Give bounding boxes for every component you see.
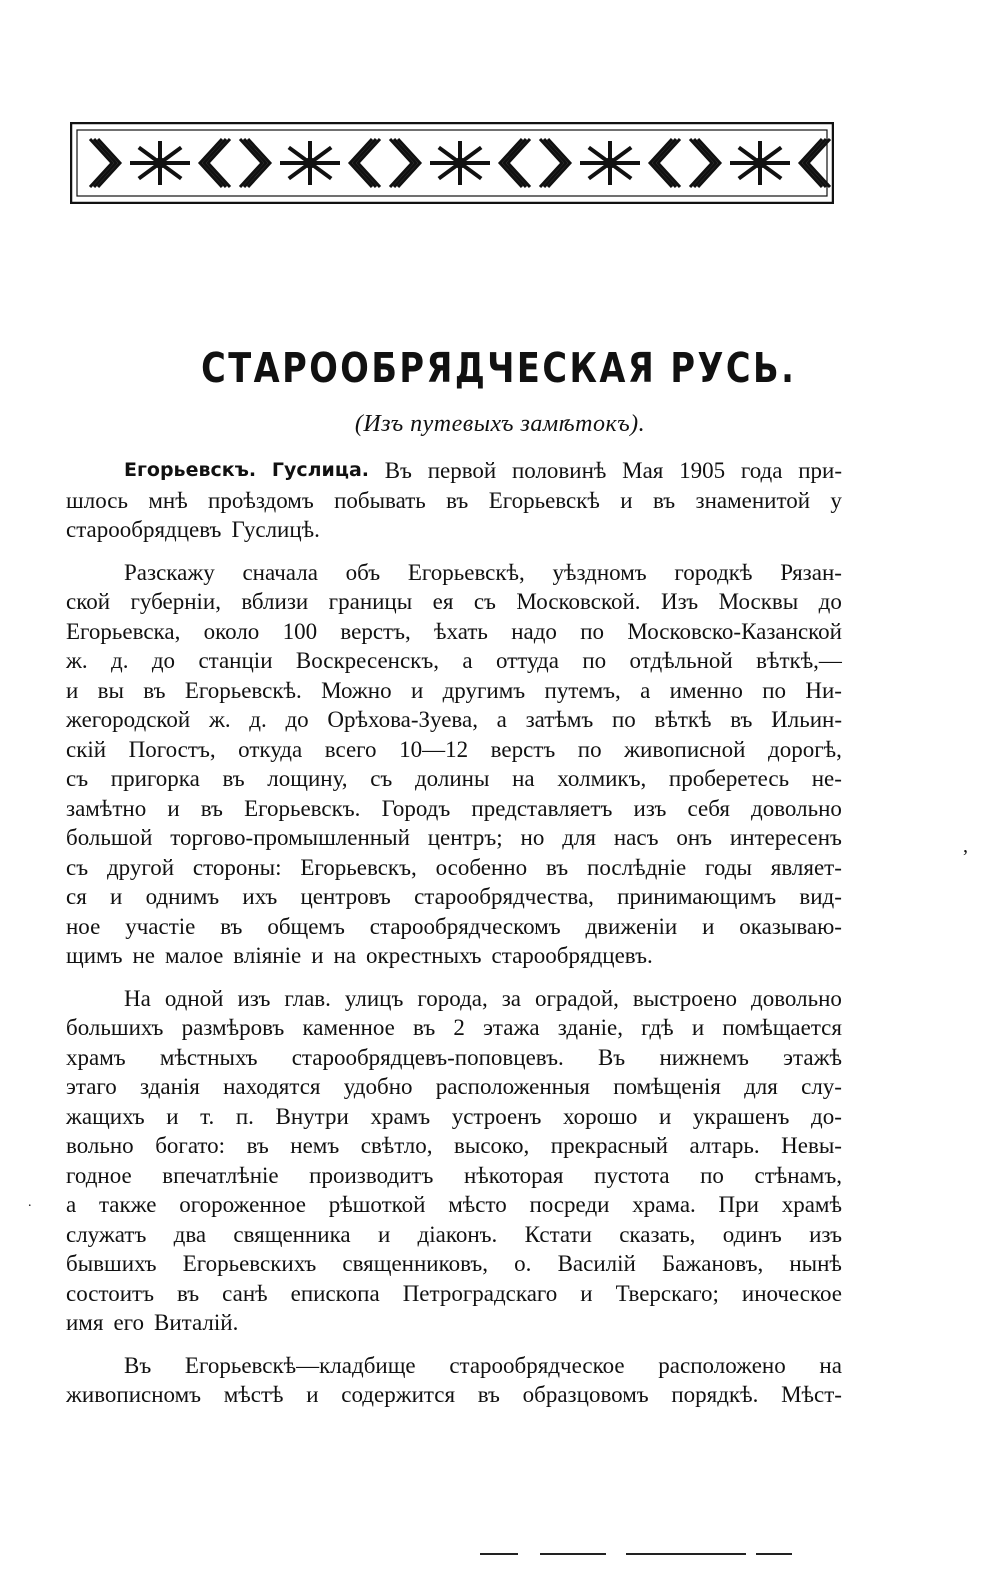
text-line: вольно богато: въ немъ свѣтло, высоко, прекрасный алтарь. Невы-	[66, 1133, 842, 1158]
page-title: СТАРООБРЯДЧЕСКАЯ РУСЬ.	[201, 344, 797, 392]
text-line: щимъ не малое вліяніе и на окрестныхъ старообрядцевъ.	[66, 943, 653, 968]
text-line: жегородской ж. д. до Орѣхова-Зуева, а затѣмъ по вѣткѣ въ Ильин-	[66, 707, 842, 732]
footer-rule-4	[756, 1553, 792, 1555]
text-line: шлось мнѣ проѣздомъ побывать въ Егорьевскѣ и въ знаменитой у	[66, 487, 842, 513]
text-line: этаго зданія находятся удобно расположенныя помѣщенія для слу-	[66, 1074, 842, 1099]
text-line: и вы въ Егорьевскѣ. Можно и другимъ путемъ, а именно по Ни-	[66, 677, 842, 703]
text-line: жащихъ и т. п. Внутри храмъ устроенъ хорошо и украшенъ до-	[66, 1103, 842, 1129]
text-line: имя его Виталій.	[66, 1310, 239, 1335]
text-line: ж. д. до станціи Воскресенскъ, а оттуда по отдѣльной вѣткѣ,—	[66, 648, 842, 673]
margin-mark: ,	[963, 835, 968, 857]
text-line: большой торгово-промышленный центръ; но для насъ онъ интересенъ	[66, 825, 842, 850]
footer-rule-1	[480, 1553, 518, 1555]
text-line: замѣтно и въ Егорьевскъ. Городъ представляетъ изъ себя довольно	[66, 795, 842, 821]
footer-rule-3	[626, 1553, 746, 1555]
paragraph	[66, 1351, 842, 1410]
text-line: храмъ мѣстныхъ старообрядцевъ-поповцевъ. Въ нижнемъ этажѣ	[66, 1044, 842, 1070]
text-line: старообрядцевъ Гуслицѣ.	[66, 517, 320, 542]
footer-rule-2	[540, 1553, 606, 1555]
text-line: живописномъ мѣстѣ и содержится въ образцовомъ порядкѣ. Мѣст-	[66, 1382, 842, 1407]
text-line: Въ Егорьевскѣ—кладбище старообрядческое расположено на	[124, 1352, 842, 1378]
text-line: а также огороженное рѣшоткой мѣсто посреди храма. При храмѣ	[66, 1192, 842, 1217]
margin-dot: .	[28, 1195, 32, 1210]
text-line: На одной изъ глав. улицъ города, за оградой, выстроено довольно	[124, 985, 842, 1011]
text-line: служатъ два священника и діаконъ. Кстати сказать, одинъ изъ	[66, 1221, 842, 1247]
text-line: годное впечатлѣніе производитъ нѣкоторая пустота по стѣнамъ,	[66, 1162, 842, 1188]
decorative-ornament-icon	[70, 122, 834, 204]
paragraph	[66, 558, 842, 971]
paragraph	[66, 984, 842, 1338]
text-line: ное участіе въ общемъ старообрядческомъ движеніи и оказываю-	[66, 913, 842, 939]
article-body	[66, 456, 842, 1423]
paragraph	[66, 456, 842, 545]
ornament-band	[70, 122, 834, 204]
text-line: ской губерніи, вблизи границы ея съ Московской. Изъ Москвы до	[66, 589, 842, 614]
text-line: Егорьевскъ. Гуслица. Въ первой половинѣ Мая 1905 года при-	[124, 458, 842, 483]
text-line: Разскажу сначала объ Егорьевскѣ, уѣздномъ городкѣ Рязан-	[124, 559, 842, 585]
text-line: скій Погостъ, откуда всего 10—12 верстъ по живописной дорогѣ,	[66, 736, 842, 762]
text-line: Егорьевска, около 100 верстъ, ѣхать надо по Московско-Казанской	[66, 618, 842, 644]
page-subtitle: (Изъ путевыхъ замѣтокъ).	[354, 411, 646, 437]
text-line: ся и однимъ ихъ центровъ старообрядчества, принимающимъ вид-	[66, 884, 842, 909]
text-line: съ другой стороны: Егорьевскъ, особенно въ послѣдніе годы являет-	[66, 854, 842, 880]
text-line: большихъ размѣровъ каменное въ 2 этажа зданіе, гдѣ и помѣщается	[66, 1015, 842, 1040]
text-line: состоитъ въ санѣ епископа Петроградскаго и Тверскаго; иноческое	[66, 1280, 842, 1306]
text-line: съ пригорка въ лощину, съ долины на холмикъ, проберетесь не-	[66, 766, 842, 791]
text-line: бывшихъ Егорьевскихъ священниковъ, о. Василій Бажановъ, нынѣ	[66, 1251, 842, 1276]
